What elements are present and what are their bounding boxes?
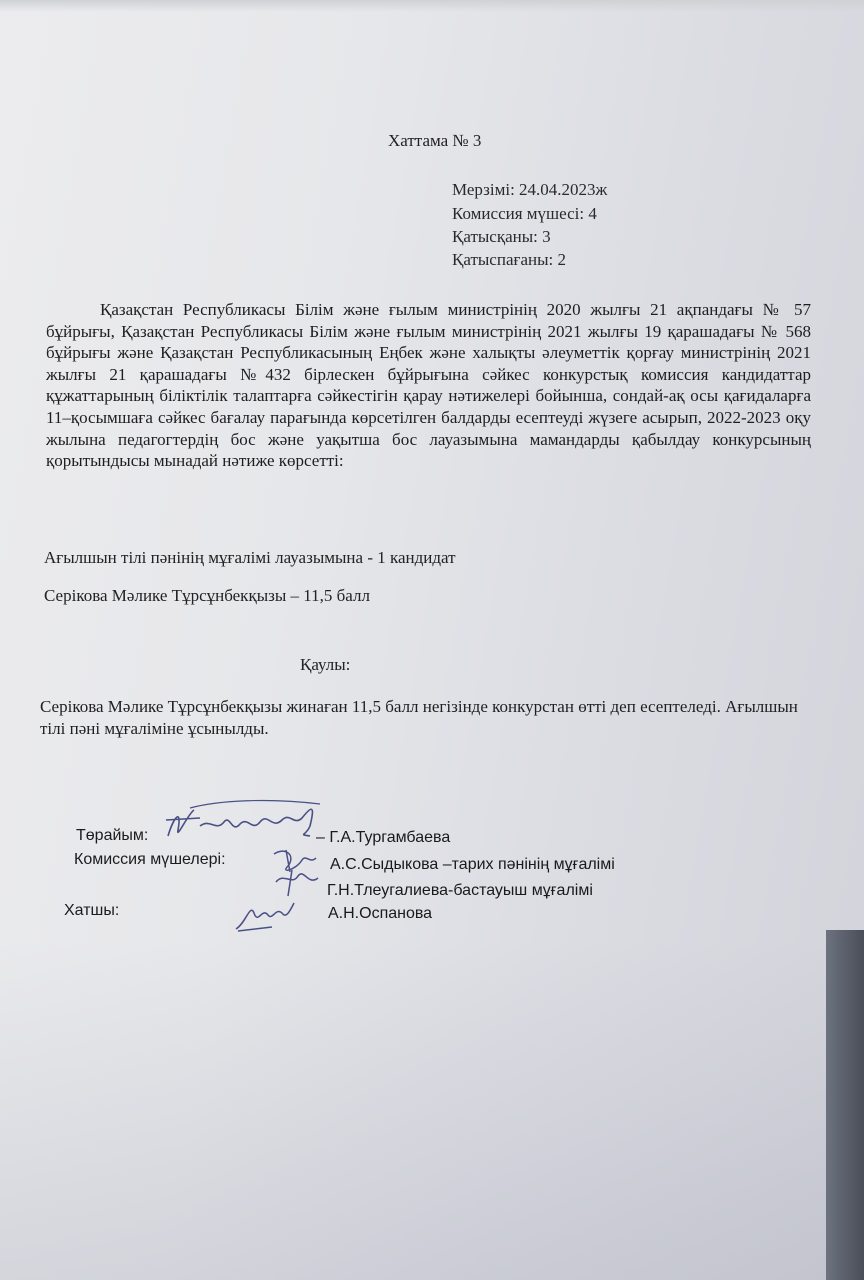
page-top-edge bbox=[0, 0, 864, 12]
main-paragraph: Қазақстан Республикасы Білім және ғылым министрінің 2020 жылғы 21 ақпандағы № 57 бұйрығы, Қазақстан Республикасы Білім және ғылым министрінің 2021 жылғы 19 қарашадағы № 568 бұйрығы және Қазақстан Республикасының Еңбек және халықты әлеуметтік қорғау министрінің 2021 жылғы 21 қарашадағы №432 бірлескен бұйрығына сәйкес конкурстық комиссия кандидаттар құжаттарының біліктілік талаптарға сәйкестігін қарау нәтижелері бойынша, сондай-ақ осы қағидаларға 11–қосымшаға сәйкес бағалау парағында көрсетілген балдарды есептеуді жүзеге асырып, 2022-2023 оқу жылына педагогтердің бос және уақытша бос лауазымына мамандарды қабылдау конкурсының қорытындысы мынадай нәтиже көрсетті: bbox=[46, 300, 811, 471]
present-count: Қатысқаны: 3 bbox=[452, 227, 551, 246]
commission-members-count: Комиссия мүшесі: 4 bbox=[452, 204, 597, 223]
member-2: Г.Н.Тлеугалиева-бастауыш мұғалімі bbox=[327, 882, 593, 899]
secretary-label: Хатшы: bbox=[64, 902, 120, 919]
protocol-title: Хаттама № 3 bbox=[388, 131, 482, 150]
members-label: Комиссия мүшелері: bbox=[74, 851, 226, 868]
chair-name: – Г.А.Тургамбаева bbox=[316, 829, 451, 846]
chair-label: Төрайым: bbox=[76, 827, 149, 844]
secretary-signature bbox=[232, 893, 302, 937]
absent-count: Қатыспағаны: 2 bbox=[452, 250, 566, 269]
candidate-line: Серікова Мәлике Тұрсұнбекқызы – 11,5 балл bbox=[44, 586, 370, 605]
resolution-text: Серікова Мәлике Тұрсұнбекқызы жинаған 11,5 балл негізінде конкурстан өтті деп есептеледі. Ағылшын тілі пәні мұғаліміне ұсынылды. bbox=[40, 697, 798, 738]
member-1: А.С.Сыдыкова –тарих пәнінің мұғалімі bbox=[330, 856, 615, 873]
secretary-name: А.Н.Оспанова bbox=[328, 905, 433, 922]
position-line: Ағылшын тілі пәнінің мұғалімі лауазымына - 1 кандидат bbox=[44, 548, 456, 567]
background-edge bbox=[826, 930, 864, 1280]
resolution-heading: Қаулы: bbox=[300, 655, 351, 674]
meeting-date: Мерзімі: 24.04.2023ж bbox=[452, 180, 608, 199]
